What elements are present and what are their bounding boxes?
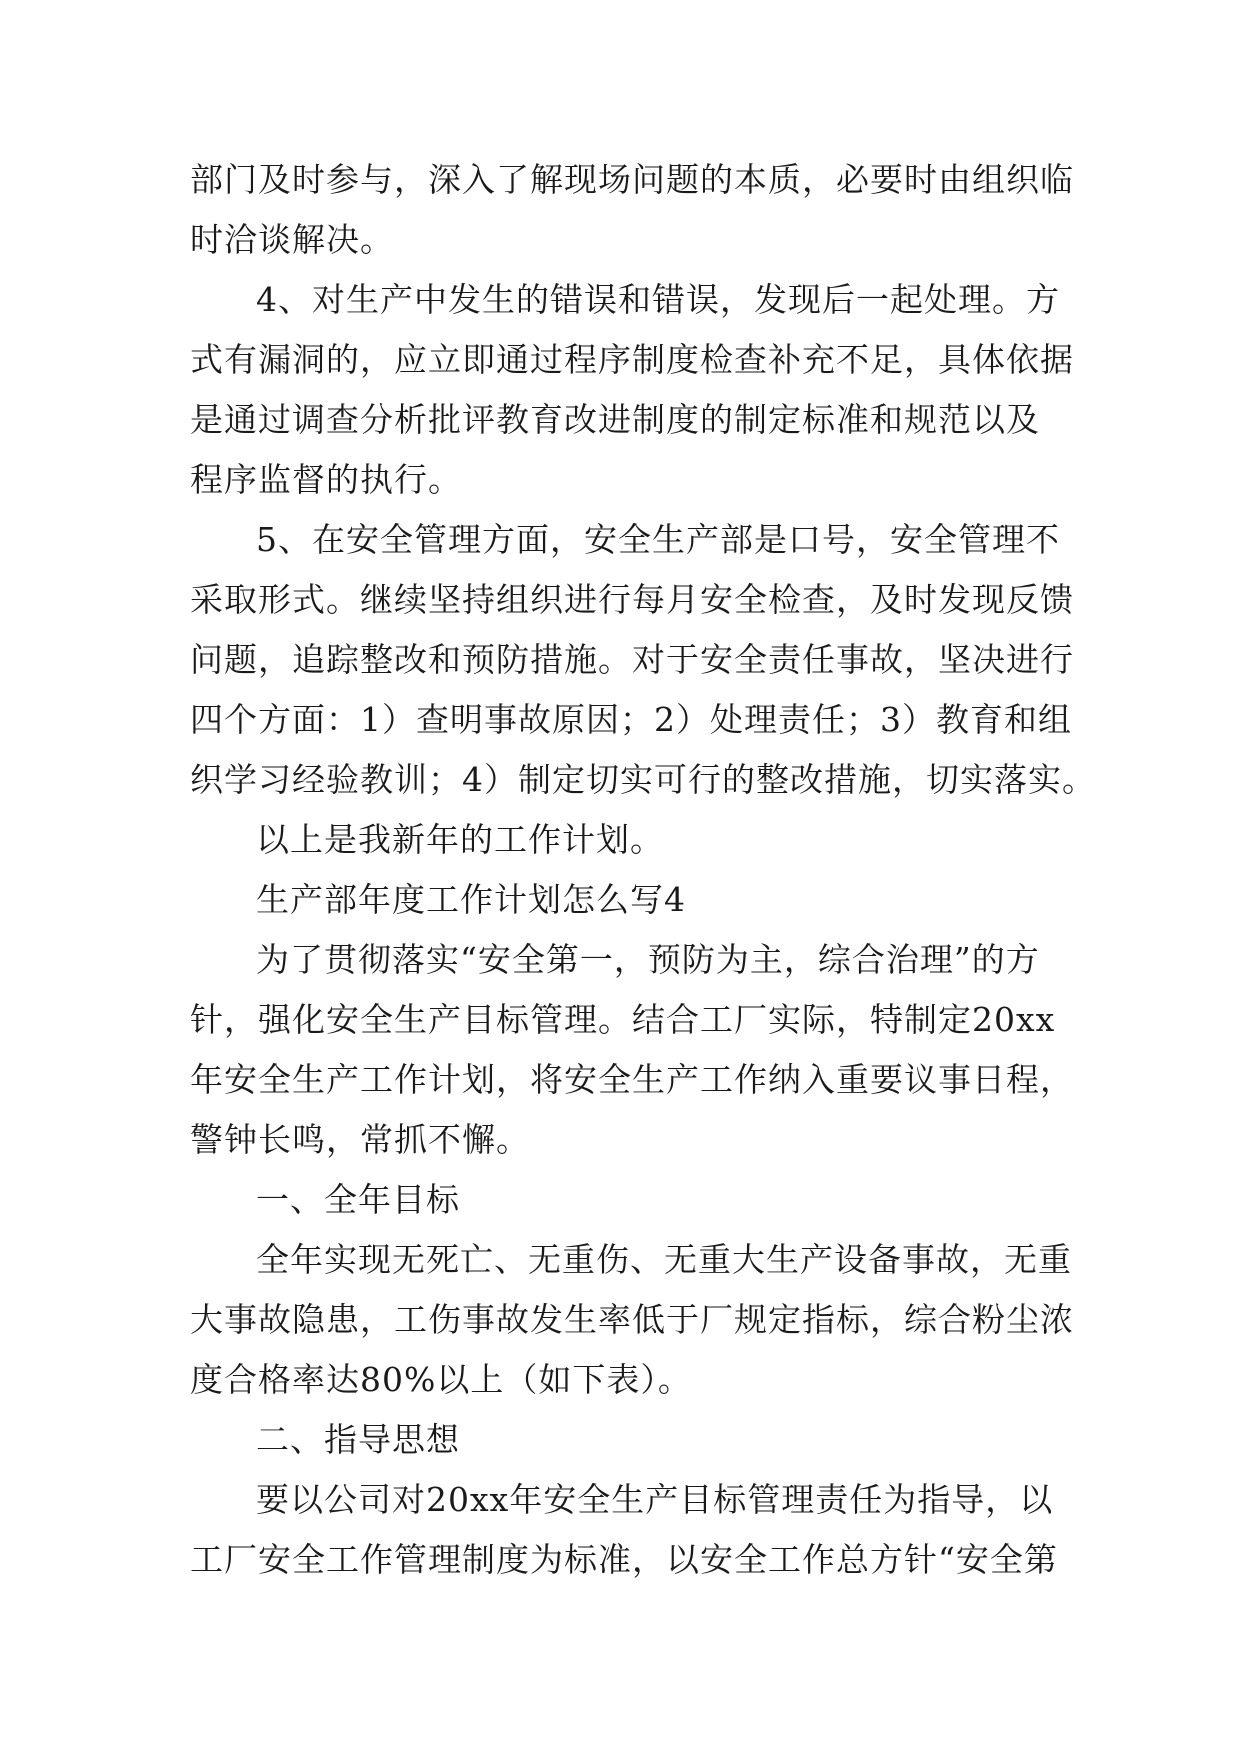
- text-line: 部门及时参与，深入了解现场问题的本质，必要时由组织临: [190, 160, 1074, 199]
- text-line: 织学习经验教训；4）制定切实可行的整改措施，切实落实。: [190, 760, 1096, 799]
- text-line: 是通过调查分析批评教育改进制度的制定标准和规范以及: [190, 400, 1040, 439]
- text-line: 以上是我新年的工作计划。: [256, 820, 664, 859]
- text-line: 度合格率达80%以上（如下表）。: [190, 1360, 692, 1399]
- text-line: 年安全生产工作计划，将安全生产工作纳入重要议事日程，: [190, 1060, 1074, 1099]
- text-line: 程序监督的执行。: [190, 460, 462, 499]
- text-line: 生产部年度工作计划怎么写4: [256, 880, 686, 919]
- text-line: 警钟长鸣，常抓不懈。: [190, 1120, 530, 1159]
- text-line: 一、全年目标: [256, 1180, 460, 1219]
- text-line: 大事故隐患，工伤事故发生率低于厂规定指标，综合粉尘浓: [190, 1300, 1074, 1339]
- text-line: 针，强化安全生产目标管理。结合工厂实际，特制定20xx: [190, 1000, 1056, 1039]
- text-line: 式有漏洞的，应立即通过程序制度检查补充不足，具体依据: [190, 340, 1074, 379]
- text-line: 5、在安全管理方面，安全生产部是口号，安全管理不: [256, 520, 1060, 559]
- text-line: 二、指导思想: [256, 1420, 460, 1459]
- text-line: 4、对生产中发生的错误和错误，发现后一起处理。方: [256, 280, 1060, 319]
- text-line: 要以公司对20xx年安全生产目标管理责任为指导，以: [256, 1480, 1054, 1519]
- text-line: 四个方面：1）查明事故原因；2）处理责任；3）教育和组: [190, 700, 1072, 739]
- text-line: 问题，追踪整改和预防措施。对于安全责任事故，坚决进行: [190, 640, 1074, 679]
- text-line: 为了贯彻落实“安全第一，预防为主，综合治理”的方: [256, 940, 1040, 979]
- text-line: 时洽谈解决。: [190, 220, 394, 259]
- document-body: [190, 150, 1096, 1590]
- text-line: 全年实现无死亡、无重伤、无重大生产设备事故，无重: [256, 1240, 1072, 1279]
- text-line: 采取形式。继续坚持组织进行每月安全检查，及时发现反馈: [190, 580, 1074, 619]
- text-line: 工厂安全工作管理制度为标准，以安全工作总方针“安全第: [190, 1540, 1058, 1579]
